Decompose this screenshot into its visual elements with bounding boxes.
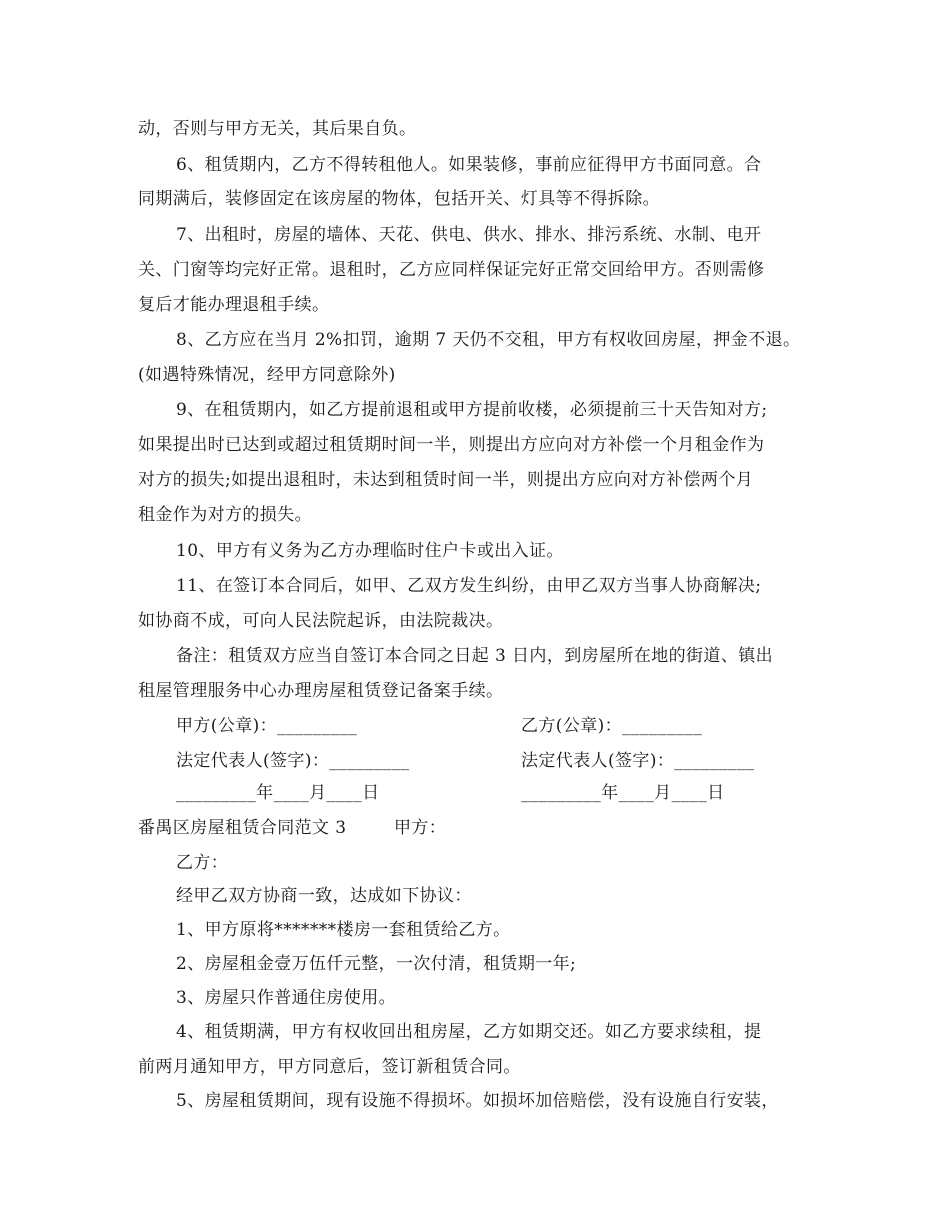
note-line: 租屋管理服务中心办理房屋租赁登记备案手续。: [138, 681, 504, 701]
body-line: 4、租赁期满，甲方有权收回出租房屋，乙方如期交还。如乙方要求续租，提: [176, 1022, 762, 1042]
body-line: 经甲乙双方协商一致，达成如下协议：: [176, 886, 472, 906]
body-line: 租金作为对方的损失。: [138, 505, 312, 525]
note-line: 备注：租赁双方应当自签订本合同之日起 3 日内，到房屋所在地的街道、镇出: [176, 646, 774, 666]
body-line: 6、租赁期内，乙方不得转租他人。如果装修，事前应征得甲方书面同意。合: [176, 155, 762, 175]
party-b-label: 乙方：: [176, 853, 229, 873]
body-line: 前两月通知甲方，甲方同意后，签订新租赁合同。: [138, 1057, 521, 1077]
body-line: 动，否则与甲方无关，其后果自负。: [138, 119, 417, 139]
body-line: 2、房屋租金壹万伍仟元整，一次付清，租赁期一年;: [176, 954, 577, 974]
body-line: 同期满后，装修固定在该房屋的物体，包括开关、灯具等不得拆除。: [138, 189, 660, 209]
body-line: 7、出租时，房屋的墙体、天花、供电、供水、排水、排污系统、水制、电开: [176, 225, 762, 245]
body-line: 对方的损失;如提出退租时，未达到租赁时间一半，则提出方应向对方补偿两个月: [138, 470, 754, 490]
body-line: 3、房屋只作普通住房使用。: [176, 988, 397, 1008]
body-line: 复后才能办理退租手续。: [138, 295, 330, 315]
party-a-date: _________年____月____日: [176, 783, 380, 803]
party-b-date: _________年____月____日: [521, 783, 725, 803]
section-heading: 番禺区房屋租赁合同范文 3: [138, 818, 347, 838]
party-a-label: 甲方：: [394, 818, 447, 838]
body-line: 如果提出时已达到或超过租赁期时间一半，则提出方应向对方补偿一个月租金作为: [138, 435, 765, 455]
party-b-seal: 乙方(公章)：_________: [521, 716, 703, 736]
body-line: 8、乙方应在当月 2%扣罚，逾期 7 天仍不交租，甲方有权收回房屋，押金不退。: [176, 330, 801, 350]
party-b-representative: 法定代表人(签字)：_________: [521, 751, 755, 771]
body-line: 1、甲方原将*******楼房一套租赁给乙方。: [176, 920, 511, 940]
body-line: 关、门窗等均完好正常。退租时，乙方应同样保证完好正常交回给甲方。否则需修: [138, 260, 765, 280]
body-line: 11、在签订本合同后，如甲、乙双方发生纠纷，由甲乙双方当事人协商解决;: [176, 576, 762, 596]
body-line: 如协商不成，可向人民法院起诉，由法院裁决。: [138, 611, 504, 631]
body-line: 9、在租赁期内，如乙方提前退租或甲方提前收楼，必须提前三十天告知对方;: [176, 400, 768, 420]
party-a-representative: 法定代表人(签字)：_________: [176, 751, 410, 771]
body-line: 5、房屋租赁期间，现有设施不得损坏。如损坏加倍赔偿，没有设施自行安装，: [176, 1091, 779, 1111]
body-line: (如遇特殊情况，经甲方同意除外): [138, 365, 396, 385]
party-a-seal: 甲方(公章)：_________: [176, 716, 358, 736]
body-line: 10、甲方有义务为乙方办理临时住户卡或出入证。: [176, 541, 564, 561]
